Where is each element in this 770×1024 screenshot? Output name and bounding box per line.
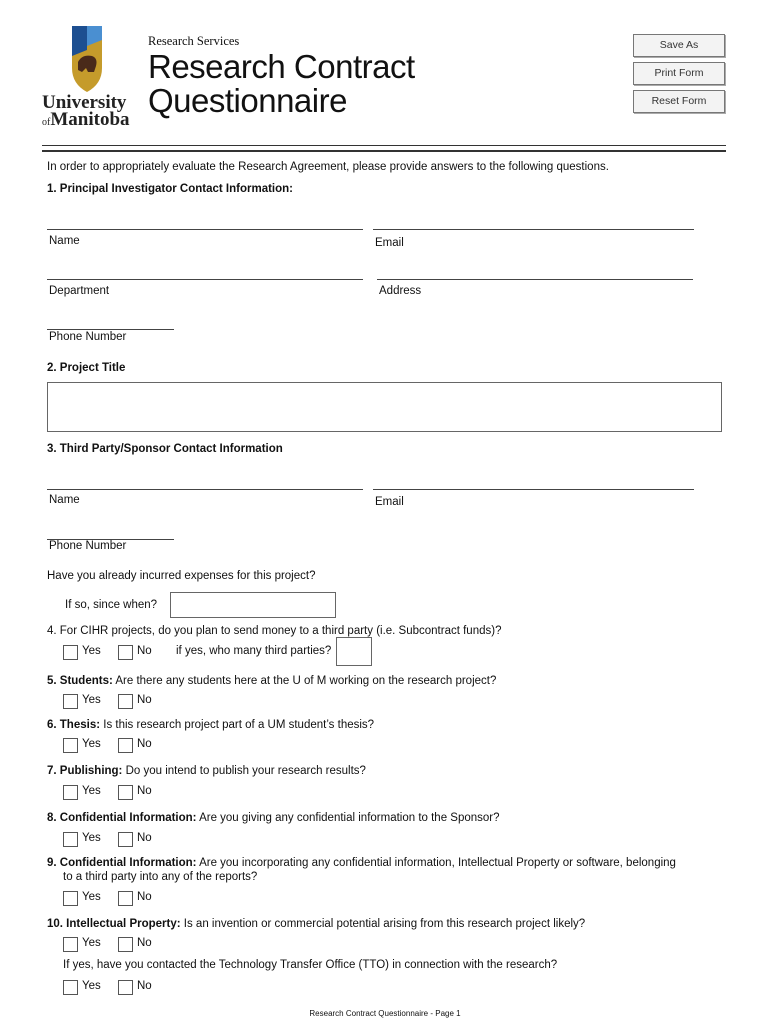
q7-no-label: No [137,785,152,797]
header-divider-thin [42,145,726,146]
expenses-question: Have you already incurred expenses for this project? [47,570,316,582]
q7-question: Do you intend to publish your research results? [125,765,366,777]
q10-yes-checkbox[interactable] [63,937,78,952]
project-title-input[interactable] [47,382,722,432]
q8-yes-label: Yes [82,832,101,844]
sponsor-name-field[interactable] [47,489,363,490]
q10-question: Is an invention or commercial potential arising from this research project likely? [183,918,586,930]
q6-no-checkbox[interactable] [118,738,133,753]
q10b-yes-label: Yes [82,980,101,992]
q7-no-checkbox[interactable] [118,785,133,800]
q10-text [47,918,585,930]
q10-no-label: No [137,937,152,949]
q6-label: 6. Thesis: [47,719,101,731]
pi-email-field[interactable] [373,229,694,230]
section2-heading: 2. Project Title [47,362,126,374]
page-title [148,50,415,118]
q7-yes-label: Yes [82,785,101,797]
q7-text [47,765,366,777]
q4-yes-checkbox[interactable] [63,645,78,660]
q5-text [47,675,496,687]
q7-label: 7. Publishing: [47,765,123,777]
pi-phone-field[interactable] [47,329,174,330]
q8-question: Are you giving any confidential information to the Sponsor? [199,812,500,824]
q9-question: Are you incorporating any confidential information, Intellectual Property or software, belonging [199,857,676,869]
q5-no-label: No [137,694,152,706]
q6-text [47,719,374,731]
q4-no-checkbox[interactable] [118,645,133,660]
q8-yes-checkbox[interactable] [63,832,78,847]
save-as-button[interactable]: Save As [633,34,725,57]
print-form-button[interactable]: Print Form [633,62,725,85]
department-name: Research Services [148,34,240,48]
wordmark-line2: Manitoba [50,109,130,130]
q5-no-checkbox[interactable] [118,694,133,709]
pi-phone-label: Phone Number [49,331,127,343]
title-line1: Research Contract [148,48,415,85]
header-divider-thick [42,150,726,152]
pi-name-label: Name [49,235,80,247]
q10b-yes-checkbox[interactable] [63,980,78,995]
q10b-no-checkbox[interactable] [118,980,133,995]
q9-yes-label: Yes [82,891,101,903]
q10-label: 10. Intellectual Property: [47,918,181,930]
q7-yes-checkbox[interactable] [63,785,78,800]
university-wordmark [42,94,130,131]
q6-yes-checkbox[interactable] [63,738,78,753]
q9-question-cont: to a third party into any of the reports? [63,871,258,883]
q8-text [47,812,500,824]
q5-question: Are there any students here at the U of M working on the research project? [115,675,497,687]
pi-department-label: Department [49,285,110,297]
section3-heading: 3. Third Party/Sponsor Contact Information [47,443,283,455]
q8-label: 8. Confidential Information: [47,812,197,824]
q9-no-label: No [137,891,152,903]
q6-question: Is this research project part of a UM student’s thesis? [103,719,375,731]
title-line2: Questionnaire [148,82,347,119]
q8-no-checkbox[interactable] [118,832,133,847]
q4-text: 4. For CIHR projects, do you plan to send money to a third party (i.e. Subcontract funds)? [47,625,502,637]
sponsor-email-field[interactable] [373,489,694,490]
q9-yes-checkbox[interactable] [63,891,78,906]
q5-yes-checkbox[interactable] [63,694,78,709]
pi-address-field[interactable] [377,279,693,280]
pi-name-field[interactable] [47,229,363,230]
intro-text: In order to appropriately evaluate the Research Agreement, please provide answers to the following questions. [47,161,609,173]
page-footer: Research Contract Questionnaire - Page 1 [309,1009,461,1018]
reset-form-button[interactable]: Reset Form [633,90,725,113]
sponsor-name-label: Name [49,494,80,506]
pi-address-label: Address [379,285,422,297]
q10-yes-label: Yes [82,937,101,949]
q10-no-checkbox[interactable] [118,937,133,952]
pi-email-label: Email [375,237,404,249]
expenses-since-input[interactable] [170,592,336,618]
q9-no-checkbox[interactable] [118,891,133,906]
wordmark-of: of [42,117,51,128]
q5-yes-label: Yes [82,694,101,706]
q6-no-label: No [137,738,152,750]
q9-text [47,857,676,869]
q4-yes-label: Yes [82,645,101,657]
expenses-since-label: If so, since when? [65,599,158,611]
q4-followup-label: if yes, who many third parties? [176,645,332,657]
sponsor-email-label: Email [375,496,404,508]
q8-no-label: No [137,832,152,844]
q9-label: 9. Confidential Information: [47,857,197,869]
pi-department-field[interactable] [47,279,363,280]
q10-followup: If yes, have you contacted the Technology Transfer Office (TTO) in connection with the research? [63,959,558,971]
q6-yes-label: Yes [82,738,101,750]
q5-label: 5. Students: [47,675,113,687]
wordmark-line1: University [42,92,127,113]
q4-third-parties-input[interactable] [336,637,372,666]
q4-no-label: No [137,645,152,657]
sponsor-phone-label: Phone Number [49,540,127,552]
q10b-no-label: No [137,980,152,992]
section1-heading: 1. Principal Investigator Contact Information: [47,183,294,195]
